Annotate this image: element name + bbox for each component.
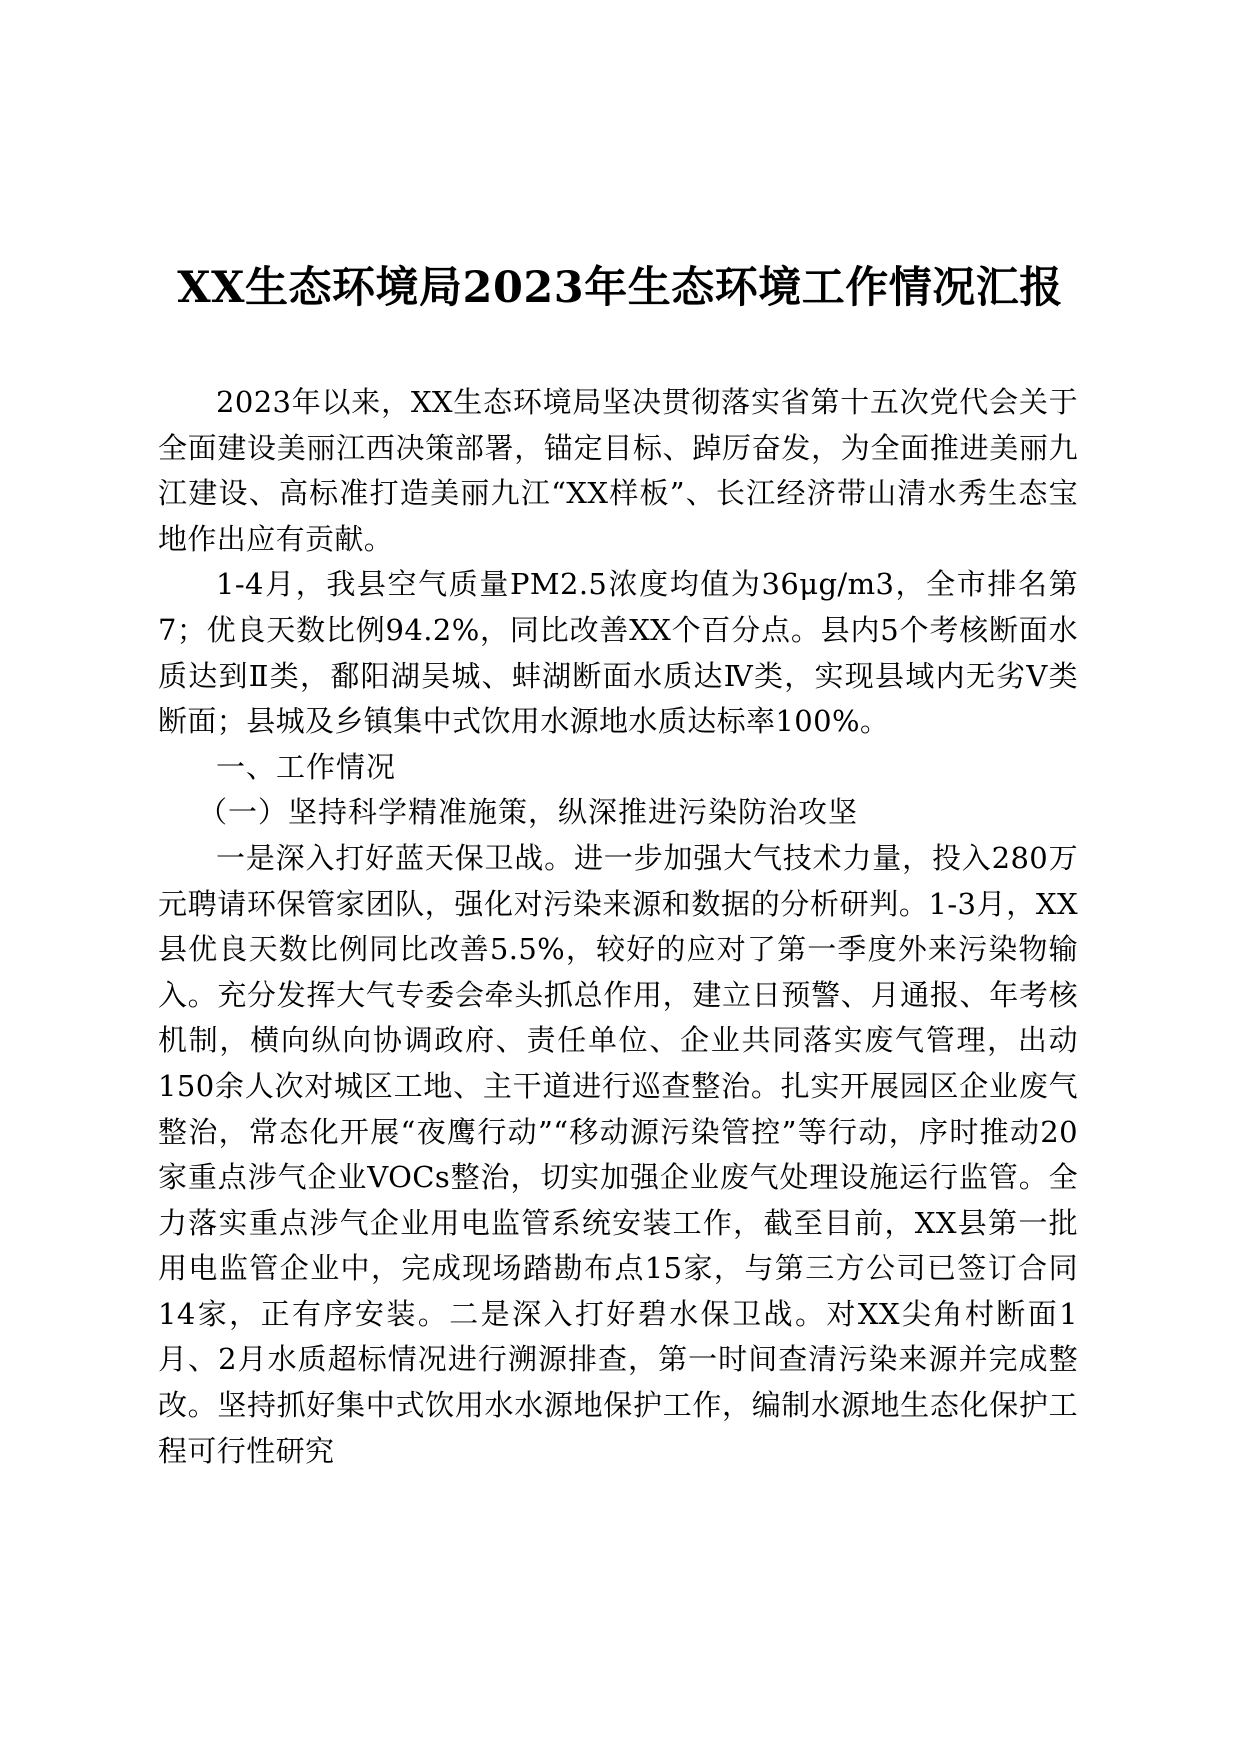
stats-paragraph: 1-4月，我县空气质量PM2.5浓度均值为36μg/m3，全市排名第7；优良天数比例94.2%，同比改善XX个百分点。县内5个考核断面水质达到Ⅱ类，鄱阳湖吴城、蚌湖断面水质达Ⅳ类，实现县域内无劣Ⅴ类断面；县城及乡镇集中式饮用水源地水质达标率100%。 (158, 567, 1078, 739)
document-title: XX生态环境局2023年生态环境工作情况汇报 (177, 263, 1063, 313)
intro-paragraph: 2023年以来，XX生态环境局坚决贯彻落实省第十五次党代会关于全面建设美丽江西决策部署，锚定目标、踔厉奋发，为全面推进美丽九江建设、高标准打造美丽九江“XX样板”、长江经济带山清水秀生态宝地作出应有贡献。 (158, 385, 1078, 556)
subsection-heading: （一）坚持科学精准施策，纵深推进污染防治攻坚 (198, 795, 859, 830)
document-body (158, 380, 1078, 1474)
subsection-paragraph: 一是深入打好蓝天保卫战。进一步加强大气技术力量，投入280万元聘请环保管家团队，强化对污染来源和数据的分析研判。1-3月，XX县优良天数比例同比改善5.5%，较好的应对了第一季度外来污染物输入。充分发挥大气专委会牵头抓总作用，建立日预警、月通报、年考核机制，横向纵向协调政府、责任单位、企业共同落实废气管理，出动150余人次对城区工地、主干道进行巡查整治。扎实开展园区企业废气整治，常态化开展“夜鹰行动”“移动源污染管控”等行动，序时推动20家重点涉气企业VOCs整治，切实加强企业废气处理设施运行监管。全力落实重点涉气企业用电监管系统安装工作，截至目前，XX县第一批用电监管企业中，完成现场踏勘布点15家，与第三方公司已签订合同14家，正有序安装。二是深入打好碧水保卫战。对XX尖角村断面1月、2月水质超标情况进行溯源排查，第一时间查清污染来源并完成整改。坚持抓好集中式饮用水水源地保护工作，编制水源地生态化保护工程可行性研究 (158, 840, 1078, 1468)
section-heading: 一、工作情况 (216, 749, 397, 784)
